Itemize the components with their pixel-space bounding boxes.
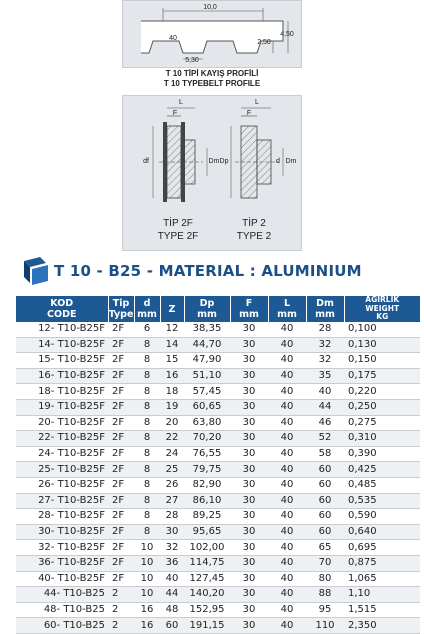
cell-type: 2F bbox=[108, 493, 134, 509]
cell-weight: 0,640 bbox=[344, 524, 420, 540]
header-dp-line: Dp bbox=[199, 298, 215, 309]
table-row bbox=[16, 415, 420, 431]
cell-f: 30 bbox=[230, 571, 268, 587]
cell-dp: 127,45 bbox=[184, 571, 230, 587]
label-dp-2: Dp bbox=[219, 158, 229, 165]
table-row bbox=[16, 462, 420, 478]
cell-dp: 47,90 bbox=[184, 353, 230, 369]
header-d-line: mm bbox=[137, 309, 157, 320]
cell-f: 30 bbox=[230, 353, 268, 369]
cell-dm: 65 bbox=[306, 540, 344, 556]
cell-type: 2 bbox=[108, 587, 134, 603]
cell-code: 12- T10-B25F bbox=[16, 322, 108, 337]
cell-dp: 70,20 bbox=[184, 431, 230, 447]
label-l-2f: L bbox=[179, 99, 183, 106]
cell-l: 40 bbox=[268, 431, 306, 447]
label-l-2: L bbox=[255, 99, 259, 106]
cell-type: 2F bbox=[108, 462, 134, 478]
cell-l: 40 bbox=[268, 524, 306, 540]
table-row bbox=[16, 555, 420, 571]
cell-code: 27- T10-B25F bbox=[16, 493, 108, 509]
header-l-line: L bbox=[283, 298, 291, 309]
cell-dm: 88 bbox=[306, 587, 344, 603]
cell-f: 30 bbox=[230, 431, 268, 447]
cell-l: 40 bbox=[268, 353, 306, 369]
cell-type: 2F bbox=[108, 353, 134, 369]
dim-tooth-width-label: 5,30 bbox=[185, 57, 199, 64]
cell-weight: 0,220 bbox=[344, 384, 420, 400]
table-row bbox=[16, 399, 420, 415]
header-dp bbox=[184, 296, 230, 322]
cell-d: 8 bbox=[134, 384, 160, 400]
cell-d: 8 bbox=[134, 462, 160, 478]
cell-type: 2F bbox=[108, 384, 134, 400]
table-row bbox=[16, 618, 420, 634]
cell-f: 30 bbox=[230, 618, 268, 634]
cell-d: 16 bbox=[134, 602, 160, 618]
header-weight bbox=[344, 296, 420, 322]
cell-dp: 82,90 bbox=[184, 477, 230, 493]
cell-code: 19- T10-B25F bbox=[16, 399, 108, 415]
profile-caption-tr: T 10 TİPİ KAYIŞ PROFİLİ bbox=[165, 69, 259, 78]
cell-type: 2F bbox=[108, 415, 134, 431]
table-row bbox=[16, 384, 420, 400]
table-row bbox=[16, 446, 420, 462]
cell-type: 2F bbox=[108, 571, 134, 587]
cell-code: 30- T10-B25F bbox=[16, 524, 108, 540]
cell-code: 16- T10-B25F bbox=[16, 368, 108, 384]
table-body bbox=[16, 322, 420, 633]
cell-z: 25 bbox=[160, 462, 184, 478]
cell-weight: 0,175 bbox=[344, 368, 420, 384]
cell-code: 40- T10-B25F bbox=[16, 571, 108, 587]
cell-weight: 0,310 bbox=[344, 431, 420, 447]
cell-f: 30 bbox=[230, 462, 268, 478]
cell-code: 60- T10-B25 bbox=[16, 618, 108, 634]
pulley-types-figure bbox=[122, 95, 302, 251]
cell-l: 40 bbox=[268, 462, 306, 478]
cell-dm: 70 bbox=[306, 555, 344, 571]
header-d bbox=[134, 296, 160, 322]
cell-dm: 40 bbox=[306, 384, 344, 400]
cell-d: 8 bbox=[134, 524, 160, 540]
cell-f: 30 bbox=[230, 509, 268, 525]
cell-f: 30 bbox=[230, 524, 268, 540]
header-z-line: Z bbox=[168, 303, 176, 315]
cell-l: 40 bbox=[268, 493, 306, 509]
cell-code: 24- T10-B25F bbox=[16, 446, 108, 462]
table-row bbox=[16, 540, 420, 556]
cell-dm: 110 bbox=[306, 618, 344, 634]
cell-d: 8 bbox=[134, 446, 160, 462]
cell-f: 30 bbox=[230, 415, 268, 431]
cell-weight: 1,515 bbox=[344, 602, 420, 618]
header-code-line: CODE bbox=[47, 309, 77, 320]
cell-z: 28 bbox=[160, 509, 184, 525]
cell-type: 2F bbox=[108, 337, 134, 353]
header-dm-line: Dm bbox=[316, 298, 334, 309]
cell-d: 8 bbox=[134, 509, 160, 525]
cell-l: 40 bbox=[268, 399, 306, 415]
cell-z: 18 bbox=[160, 384, 184, 400]
table-row bbox=[16, 493, 420, 509]
cell-f: 30 bbox=[230, 587, 268, 603]
cell-type: 2F bbox=[108, 431, 134, 447]
cell-d: 16 bbox=[134, 618, 160, 634]
header-dp-line: mm bbox=[197, 309, 217, 320]
table-row bbox=[16, 353, 420, 369]
cell-weight: 1,065 bbox=[344, 571, 420, 587]
cell-l: 40 bbox=[268, 602, 306, 618]
header-l-line: mm bbox=[277, 309, 297, 320]
cell-z: 60 bbox=[160, 618, 184, 634]
table-header-row bbox=[16, 296, 420, 322]
cell-dp: 63,80 bbox=[184, 415, 230, 431]
cell-z: 44 bbox=[160, 587, 184, 603]
cell-type: 2F bbox=[108, 540, 134, 556]
cell-f: 30 bbox=[230, 337, 268, 353]
header-dm-line: mm bbox=[315, 309, 335, 320]
cell-d: 10 bbox=[134, 540, 160, 556]
header-weight-line: AĞIRLIK bbox=[365, 295, 400, 305]
cell-d: 8 bbox=[134, 368, 160, 384]
cell-l: 40 bbox=[268, 555, 306, 571]
cell-f: 30 bbox=[230, 555, 268, 571]
cell-code: 36- T10-B25F bbox=[16, 555, 108, 571]
cell-z: 12 bbox=[160, 322, 184, 337]
cell-code: 48- T10-B25 bbox=[16, 602, 108, 618]
dim-tooth-height-label: 2,50 bbox=[257, 39, 271, 46]
cell-code: 20- T10-B25F bbox=[16, 415, 108, 431]
header-f-line: F bbox=[245, 298, 253, 309]
header-f bbox=[230, 296, 268, 322]
cell-d: 6 bbox=[134, 322, 160, 337]
type-2-en: TYPE 2 bbox=[236, 231, 272, 242]
cell-dp: 76,55 bbox=[184, 446, 230, 462]
cell-l: 40 bbox=[268, 509, 306, 525]
cell-dm: 58 bbox=[306, 446, 344, 462]
cell-dm: 44 bbox=[306, 399, 344, 415]
cell-d: 10 bbox=[134, 571, 160, 587]
cell-code: 15- T10-B25F bbox=[16, 353, 108, 369]
cell-type: 2F bbox=[108, 509, 134, 525]
cell-dm: 95 bbox=[306, 602, 344, 618]
cell-z: 27 bbox=[160, 493, 184, 509]
cell-weight: 0,535 bbox=[344, 493, 420, 509]
cell-l: 40 bbox=[268, 384, 306, 400]
header-z bbox=[160, 296, 184, 322]
cell-code: 32- T10-B25F bbox=[16, 540, 108, 556]
cell-dm: 60 bbox=[306, 477, 344, 493]
cell-d: 8 bbox=[134, 353, 160, 369]
cell-dm: 80 bbox=[306, 571, 344, 587]
cell-l: 40 bbox=[268, 618, 306, 634]
cell-l: 40 bbox=[268, 322, 306, 337]
cell-z: 20 bbox=[160, 415, 184, 431]
cell-z: 16 bbox=[160, 368, 184, 384]
cell-dp: 102,00 bbox=[184, 540, 230, 556]
cell-f: 30 bbox=[230, 384, 268, 400]
cell-weight: 0,390 bbox=[344, 446, 420, 462]
cell-z: 48 bbox=[160, 602, 184, 618]
cell-z: 24 bbox=[160, 446, 184, 462]
label-f-2: F bbox=[246, 110, 252, 117]
table-row bbox=[16, 571, 420, 587]
header-code-line: KOD bbox=[50, 298, 74, 309]
cell-d: 10 bbox=[134, 587, 160, 603]
cell-type: 2F bbox=[108, 477, 134, 493]
cell-f: 30 bbox=[230, 322, 268, 337]
cell-weight: 0,485 bbox=[344, 477, 420, 493]
table-row bbox=[16, 602, 420, 618]
cell-code: 18- T10-B25F bbox=[16, 384, 108, 400]
cell-f: 30 bbox=[230, 368, 268, 384]
cell-dm: 32 bbox=[306, 353, 344, 369]
cell-weight: 0,100 bbox=[344, 322, 420, 337]
cell-code: 44- T10-B25 bbox=[16, 587, 108, 603]
type-2f-tr: TİP 2F bbox=[163, 218, 193, 229]
cell-z: 32 bbox=[160, 540, 184, 556]
header-f-line: mm bbox=[239, 309, 259, 320]
label-dm-2f: Dm bbox=[208, 158, 220, 165]
cell-z: 15 bbox=[160, 353, 184, 369]
cell-dp: 38,35 bbox=[184, 322, 230, 337]
cell-f: 30 bbox=[230, 540, 268, 556]
cell-type: 2 bbox=[108, 618, 134, 634]
cell-z: 40 bbox=[160, 571, 184, 587]
type-2f-en: TYPE 2F bbox=[157, 231, 199, 242]
cell-l: 40 bbox=[268, 368, 306, 384]
header-code bbox=[16, 296, 108, 322]
cell-weight: 0,150 bbox=[344, 353, 420, 369]
cell-dm: 60 bbox=[306, 462, 344, 478]
cell-dm: 60 bbox=[306, 509, 344, 525]
cell-l: 40 bbox=[268, 415, 306, 431]
cell-dp: 86,10 bbox=[184, 493, 230, 509]
cell-z: 22 bbox=[160, 431, 184, 447]
belt-profile-figure bbox=[122, 0, 302, 68]
cell-dp: 89,25 bbox=[184, 509, 230, 525]
table-row bbox=[16, 477, 420, 493]
cell-dm: 52 bbox=[306, 431, 344, 447]
cell-type: 2F bbox=[108, 368, 134, 384]
cell-dp: 152,95 bbox=[184, 602, 230, 618]
cell-d: 8 bbox=[134, 399, 160, 415]
header-weight-line: KG bbox=[376, 312, 389, 322]
cell-f: 30 bbox=[230, 446, 268, 462]
cell-z: 26 bbox=[160, 477, 184, 493]
header-d-line: d bbox=[143, 298, 151, 309]
cell-weight: 0,590 bbox=[344, 509, 420, 525]
label-f-2f: F bbox=[172, 110, 178, 117]
cell-dp: 114,75 bbox=[184, 555, 230, 571]
table-row bbox=[16, 431, 420, 447]
header-type-line: Type bbox=[108, 309, 134, 320]
cell-dm: 32 bbox=[306, 337, 344, 353]
table-row bbox=[16, 368, 420, 384]
cell-dm: 46 bbox=[306, 415, 344, 431]
cell-dp: 79,75 bbox=[184, 462, 230, 478]
label-df-2f: df bbox=[143, 158, 149, 165]
material-heading: T 10 - B25 - MATERIAL : ALUMINIUM bbox=[54, 262, 362, 280]
brand-logo-icon bbox=[20, 255, 54, 287]
dim-pitch-label: 10,0 bbox=[203, 4, 217, 11]
dim-angle-label: 40 bbox=[169, 35, 177, 42]
header-type-line: Tip bbox=[112, 298, 130, 309]
cell-type: 2F bbox=[108, 399, 134, 415]
cell-f: 30 bbox=[230, 602, 268, 618]
cell-weight: 1,10 bbox=[344, 587, 420, 603]
cell-d: 8 bbox=[134, 477, 160, 493]
header-weight-line: WEIGHT bbox=[365, 303, 400, 313]
cell-dp: 60,65 bbox=[184, 399, 230, 415]
cell-weight: 0,275 bbox=[344, 415, 420, 431]
cell-dm: 28 bbox=[306, 322, 344, 337]
cell-l: 40 bbox=[268, 571, 306, 587]
cell-weight: 0,695 bbox=[344, 540, 420, 556]
cell-dm: 60 bbox=[306, 524, 344, 540]
cell-code: 14- T10-B25F bbox=[16, 337, 108, 353]
cell-d: 10 bbox=[134, 555, 160, 571]
cell-dm: 35 bbox=[306, 368, 344, 384]
cell-weight: 2,350 bbox=[344, 618, 420, 634]
cell-f: 30 bbox=[230, 493, 268, 509]
table-row bbox=[16, 322, 420, 337]
cell-code: 26- T10-B25F bbox=[16, 477, 108, 493]
cell-type: 2F bbox=[108, 524, 134, 540]
cell-dp: 57,45 bbox=[184, 384, 230, 400]
cell-l: 40 bbox=[268, 477, 306, 493]
cell-z: 14 bbox=[160, 337, 184, 353]
cell-type: 2F bbox=[108, 555, 134, 571]
cell-f: 30 bbox=[230, 477, 268, 493]
header-dm bbox=[306, 296, 344, 322]
cell-weight: 0,130 bbox=[344, 337, 420, 353]
label-d-2: d bbox=[276, 158, 280, 165]
cell-weight: 0,425 bbox=[344, 462, 420, 478]
profile-caption-en: T 10 TYPEBELT PROFILE bbox=[163, 79, 261, 88]
cell-type: 2F bbox=[108, 322, 134, 337]
cell-d: 8 bbox=[134, 493, 160, 509]
cell-z: 36 bbox=[160, 555, 184, 571]
cell-dm: 60 bbox=[306, 493, 344, 509]
cell-f: 30 bbox=[230, 399, 268, 415]
table-row bbox=[16, 509, 420, 525]
table-row bbox=[16, 337, 420, 353]
cell-l: 40 bbox=[268, 337, 306, 353]
cell-z: 19 bbox=[160, 399, 184, 415]
label-dm-2: Dm bbox=[285, 158, 297, 165]
cell-type: 2 bbox=[108, 602, 134, 618]
cell-code: 22- T10-B25F bbox=[16, 431, 108, 447]
header-l bbox=[268, 296, 306, 322]
cell-dp: 44,70 bbox=[184, 337, 230, 353]
cell-d: 8 bbox=[134, 431, 160, 447]
table-row bbox=[16, 524, 420, 540]
header-type bbox=[108, 296, 134, 322]
cell-weight: 0,250 bbox=[344, 399, 420, 415]
cell-d: 8 bbox=[134, 337, 160, 353]
cell-l: 40 bbox=[268, 587, 306, 603]
dim-total-height-label: 4,50 bbox=[280, 31, 294, 38]
cell-dp: 51,10 bbox=[184, 368, 230, 384]
cell-dp: 191,15 bbox=[184, 618, 230, 634]
cell-l: 40 bbox=[268, 446, 306, 462]
cell-type: 2F bbox=[108, 446, 134, 462]
cell-code: 25- T10-B25F bbox=[16, 462, 108, 478]
type-2-tr: TİP 2 bbox=[242, 218, 266, 229]
pulley-spec-table bbox=[16, 296, 420, 634]
cell-dp: 140,20 bbox=[184, 587, 230, 603]
cell-l: 40 bbox=[268, 540, 306, 556]
cell-z: 30 bbox=[160, 524, 184, 540]
cell-dp: 95,65 bbox=[184, 524, 230, 540]
cell-weight: 0,875 bbox=[344, 555, 420, 571]
cell-code: 28- T10-B25F bbox=[16, 509, 108, 525]
cell-d: 8 bbox=[134, 415, 160, 431]
